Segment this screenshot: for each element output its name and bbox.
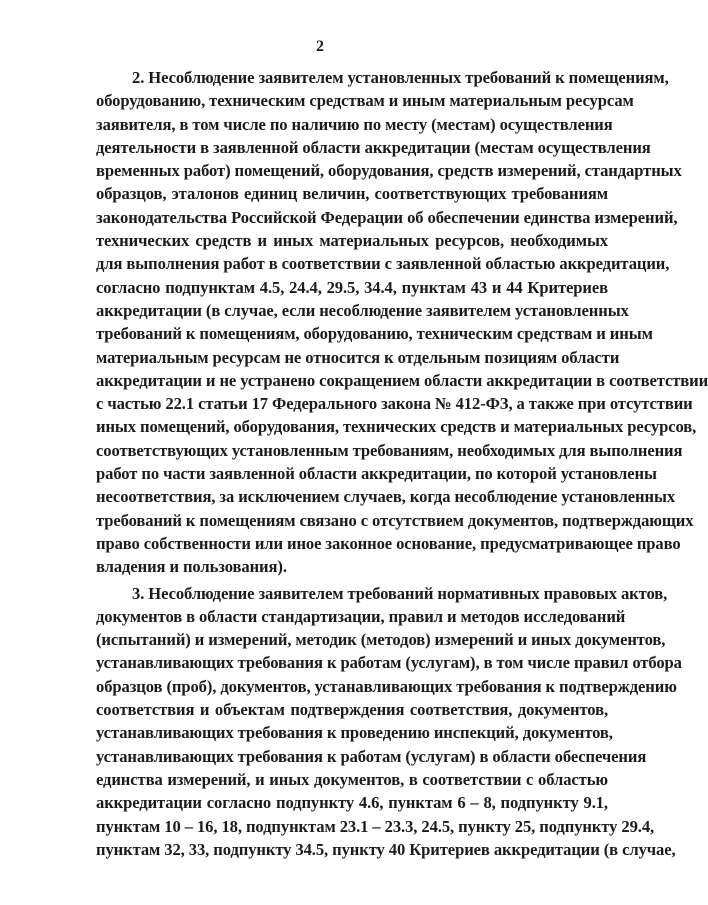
text-line: несоответствия, за исключением случаев, когда несоблюдение установленных (96, 487, 676, 507)
text-line: работ по части заявленной области аккредитации, по которой установлены (96, 464, 657, 484)
text-line: аккредитации и не устранено сокращением области аккредитации в соответствии (96, 370, 708, 390)
text-line: соответствующих установленным требованиям, необходимых для выполнения (96, 440, 683, 460)
text-line: единства измерений, и иных документов, в соответствии с областью (96, 769, 608, 789)
text-line: аккредитации (в случае, если несоблюдение заявителем установленных (96, 300, 629, 320)
text-line: требований к помещениям связано с отсутствием документов, подтверждающих (96, 510, 694, 530)
text-line: образцов, эталонов единиц величин, соответствующих требованиям (96, 184, 608, 204)
text-line: (испытаний) и измерений, методик (методов) измерений и иных документов, (96, 630, 666, 650)
text-line: технических средств и иных материальных ресурсов, необходимых (96, 231, 608, 251)
text-line: соответствия и объектам подтверждения соответствия, документов, (96, 700, 608, 720)
text-line: устанавливающих требования к работам (услугам) в области обеспечения (96, 746, 647, 766)
text-line: 2. Несоблюдение заявителем установленных требований к помещениям, (132, 68, 669, 87)
page-number: 2 (316, 38, 324, 55)
text-line: устанавливающих требования к работам (услугам), в том числе правил отбора (96, 653, 682, 673)
text-line: требований к помещениям, оборудованию, техническим средствам и иным (96, 324, 653, 344)
text-line: пунктам 10 – 16, 18, подпунктам 23.1 – 23.3, 24.5, пункту 25, подпункту 29.4, (96, 816, 655, 836)
text-line: 3. Несоблюдение заявителем требований нормативных правовых актов, (132, 583, 668, 603)
text-line: деятельности в заявленной области аккредитации (местам осуществления (96, 137, 651, 157)
document-body (96, 66, 708, 861)
text-line: материальным ресурсам не относится к отдельным позициям области (96, 347, 620, 367)
text-line: иных помещений, оборудования, технических средств и материальных ресурсов, (96, 417, 697, 437)
text-line: оборудованию, техническим средствам и иным материальным ресурсам (96, 91, 634, 111)
text-line: заявителя, в том числе по наличию по месту (местам) осуществления (96, 114, 613, 134)
text-line: для выполнения работ в соответствии с заявленной областью аккредитации, (96, 254, 670, 274)
text-line: пунктам 32, 33, подпункту 34.5, пункту 40 Критериев аккредитации (в случае, (96, 839, 676, 859)
text-line: согласно подпунктам 4.5, 24.4, 29.5, 34.4, пунктам 43 и 44 Критериев (96, 277, 608, 297)
text-line: образцов (проб), документов, устанавливающих требования к подтверждению (96, 676, 677, 696)
text-line: аккредитации согласно подпункту 4.6, пунктам 6 – 8, подпункту 9.1, (96, 793, 608, 813)
text-line: законодательства Российской Федерации об обеспечении единства измерений, (96, 207, 678, 227)
text-line: право собственности или иное законное основание, предусматривающее право (96, 533, 681, 553)
paragraph-2 (96, 66, 708, 579)
text-line: устанавливающих требования к проведению инспекций, документов, (96, 723, 613, 743)
text-line: временных работ) помещений, оборудования, средств измерений, стандартных (96, 161, 682, 181)
text-line: документов в области стандартизации, правил и методов исследований (96, 606, 626, 626)
text-line: с частью 22.1 статьи 17 Федерального закона № 412-ФЗ, а также при отсутствии (96, 394, 693, 414)
text-line: владения и пользования). (96, 557, 287, 577)
paragraph-3 (96, 582, 682, 862)
